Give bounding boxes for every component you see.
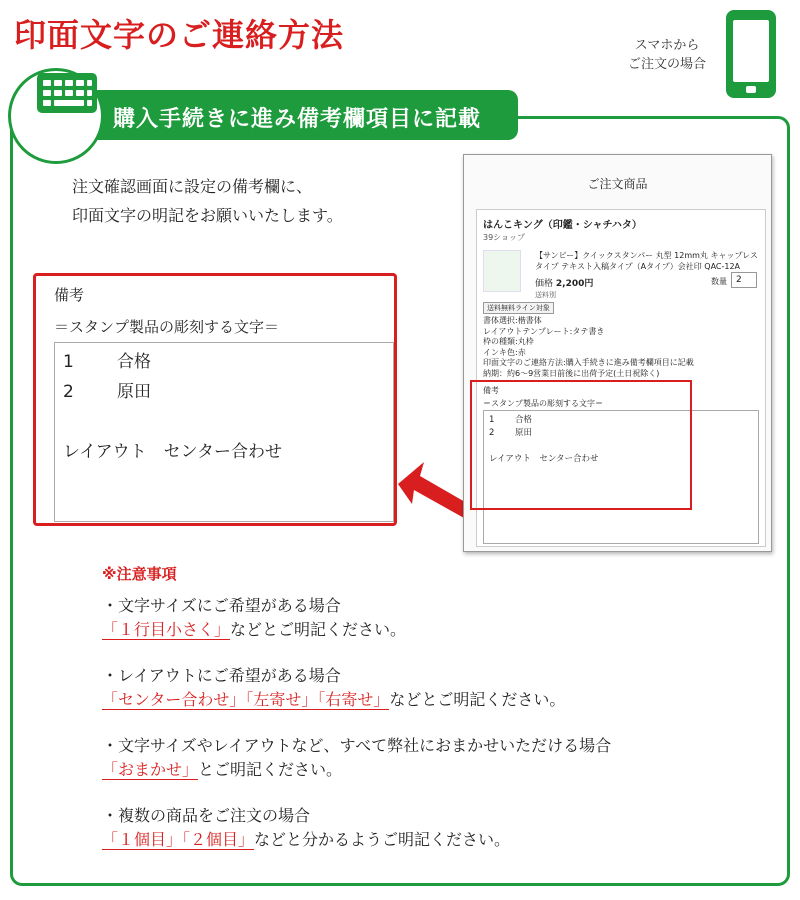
shop-sub[interactable]: 39ショップ <box>483 233 526 242</box>
intro-line: 印面文字の明記をお願いいたします。 <box>72 206 343 225</box>
note-item: ・文字サイズにご希望がある場合 「１行目小さく」などとご明記ください。 <box>102 596 407 639</box>
smartphone-label-line: スマホから <box>634 38 700 53</box>
step-header <box>18 90 518 140</box>
intro-text <box>72 172 343 230</box>
product-price: 価格 2,200円 <box>535 279 594 289</box>
step-title: 購入手続きに進み備考欄項目に記載 <box>113 107 482 132</box>
keyboard-icon-badge <box>8 68 104 164</box>
memo-line: 1 合格 <box>63 352 151 372</box>
smartphone-icon <box>726 10 776 98</box>
product-options: 書体選択:楷書体 レイアウトテンプレート:タテ書き 枠の種類:丸枠 インキ色:赤 印面文字のご連絡方法:購入手続きに進み備考欄項目に記載 納期：約6〜9営業日前後に出荷予定(土日祝除く) <box>483 316 694 378</box>
memo-highlight-box <box>470 380 692 510</box>
quantity-label: 数量 <box>711 277 727 286</box>
memo-layout-line: レイアウト センター合わせ <box>63 442 282 462</box>
note-item: ・文字サイズやレイアウトなど、すべて弊社におまかせいただける場合 「おまかせ」とご明記ください。 <box>102 736 612 779</box>
shipping-note: 送料別 <box>535 291 556 299</box>
os-memo-label: 備考 <box>483 386 499 395</box>
memo-subtitle: ＝スタンプ製品の彫刻する文字＝ <box>54 318 280 336</box>
keyboard-icon <box>37 73 97 113</box>
product-name[interactable]: 【サンビー】クイックスタンパー 丸型 12mm丸 キャップレスタイプ テキスト入稿タイプ（Aタイプ）会社印 QAC-12A <box>535 251 758 271</box>
page-title: 印面文字のご連絡方法 <box>14 16 345 54</box>
product-image[interactable] <box>483 250 521 292</box>
os-memo-textarea[interactable]: 1 合格 2 原田 レイアウト センター合わせ <box>483 410 759 544</box>
memo-label: 備考 <box>54 286 85 304</box>
note-item: ・複数の商品をご注文の場合 「１個目」「２個目」などと分かるようご明記ください。 <box>102 806 511 849</box>
quantity-input[interactable]: 2 <box>731 272 757 288</box>
order-screen-title: ご注文商品 <box>587 177 648 191</box>
free-shipping-button[interactable]: 送料無料ライン対象 <box>483 302 554 314</box>
notes-title: ※注意事項 <box>102 565 177 583</box>
note-item: ・レイアウトにご希望がある場合 「センター合わせ」「左寄せ」「右寄せ」などとご明記ください。 <box>102 666 566 709</box>
os-memo-subtitle: ＝スタンプ製品の彫刻する文字＝ <box>483 399 603 408</box>
notes-section <box>102 563 782 874</box>
shop-name[interactable]: はんこキング（印鑑・シャチハタ） <box>483 220 642 231</box>
smartphone-label-line: ご注文の場合 <box>627 57 706 72</box>
memo-example-zoomed <box>33 273 397 526</box>
intro-line: 注文確認画面に設定の備考欄に、 <box>72 177 313 196</box>
smartphone-label <box>612 36 722 74</box>
memo-textarea[interactable] <box>54 342 394 522</box>
memo-line: 2 原田 <box>63 382 151 402</box>
